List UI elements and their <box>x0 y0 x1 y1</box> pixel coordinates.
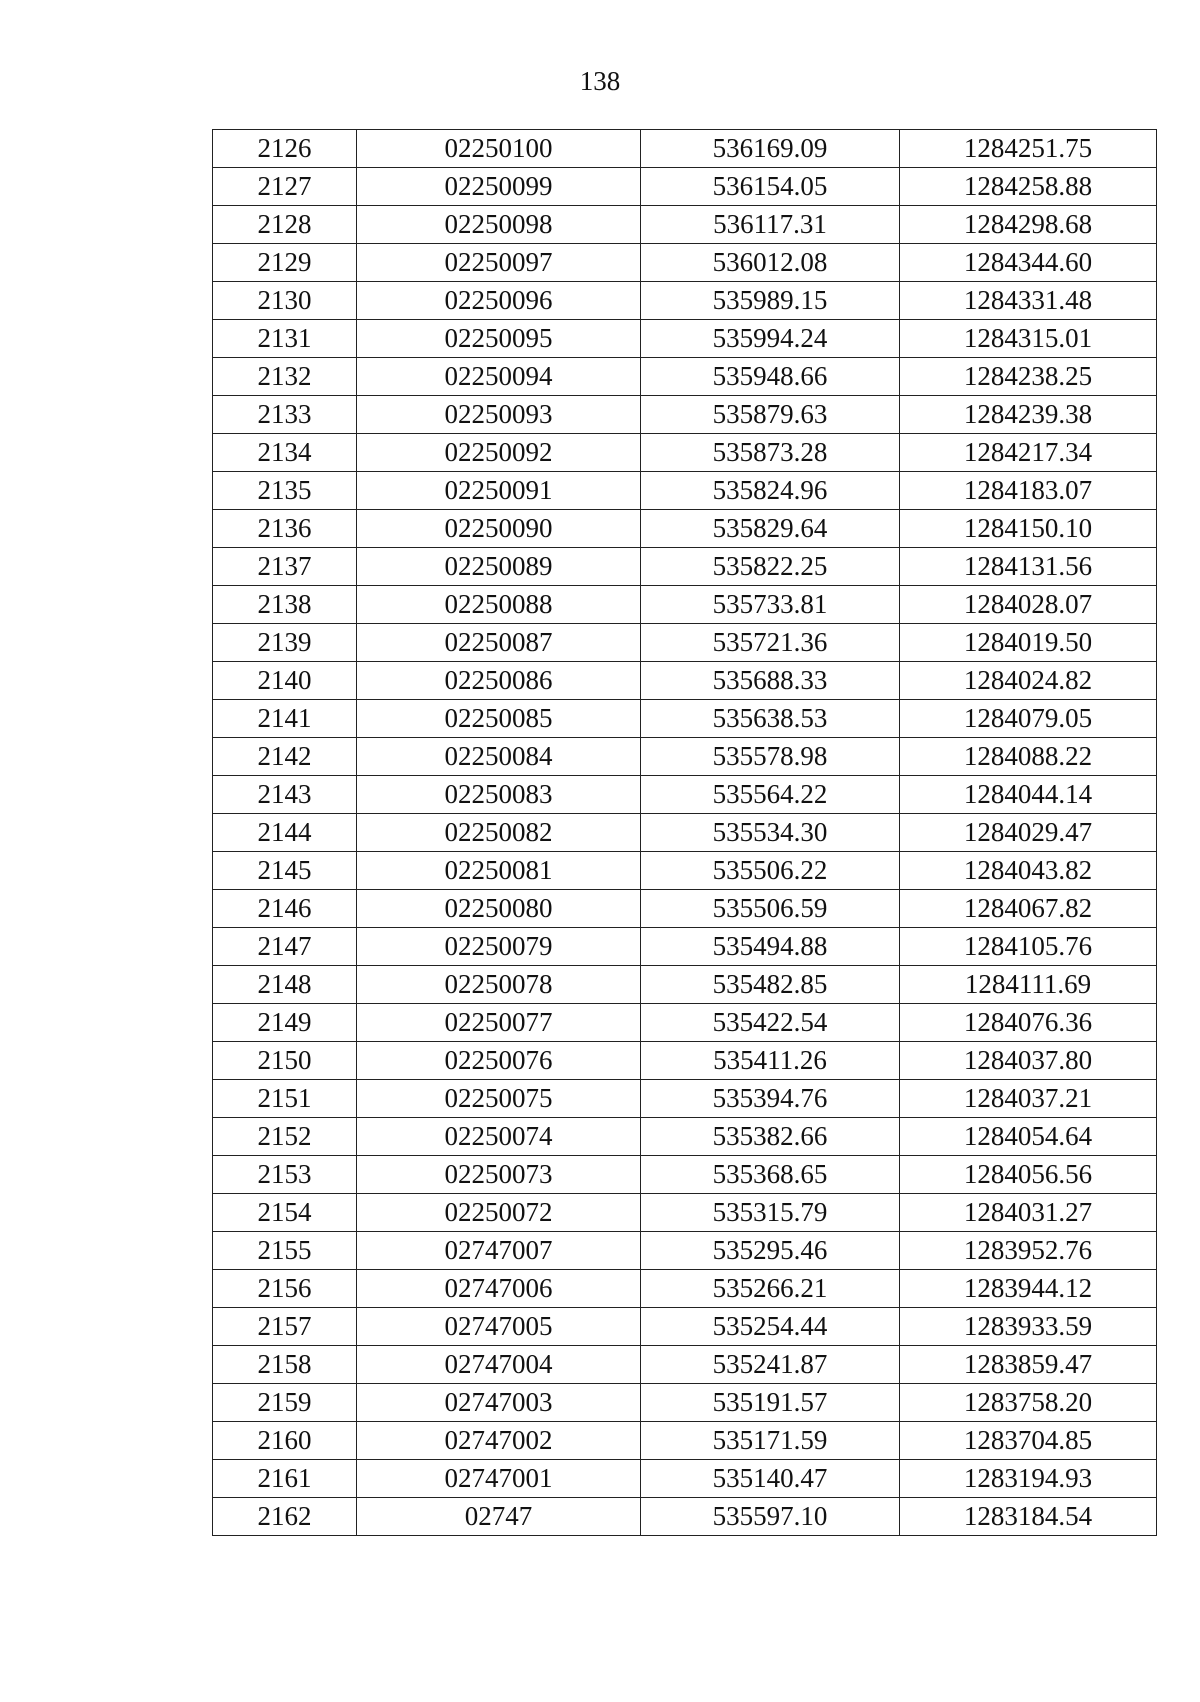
x-coordinate-cell: 535994.24 <box>641 320 900 358</box>
table-row <box>213 1460 1157 1498</box>
y-coordinate-cell: 1284239.38 <box>900 396 1157 434</box>
point-code-cell: 02250093 <box>357 396 641 434</box>
table-row <box>213 244 1157 282</box>
table-row <box>213 890 1157 928</box>
x-coordinate-cell: 535295.46 <box>641 1232 900 1270</box>
point-number-cell: 2153 <box>213 1156 357 1194</box>
y-coordinate-cell: 1283184.54 <box>900 1498 1157 1536</box>
table-row <box>213 852 1157 890</box>
point-number-cell: 2147 <box>213 928 357 966</box>
y-coordinate-cell: 1284131.56 <box>900 548 1157 586</box>
point-code-cell: 02250099 <box>357 168 641 206</box>
x-coordinate-cell: 535241.87 <box>641 1346 900 1384</box>
point-number-cell: 2140 <box>213 662 357 700</box>
y-coordinate-cell: 1284105.76 <box>900 928 1157 966</box>
point-code-cell: 02250080 <box>357 890 641 928</box>
point-code-cell: 02250089 <box>357 548 641 586</box>
x-coordinate-cell: 535368.65 <box>641 1156 900 1194</box>
point-code-cell: 02250074 <box>357 1118 641 1156</box>
x-coordinate-cell: 535822.25 <box>641 548 900 586</box>
point-code-cell: 02250092 <box>357 434 641 472</box>
y-coordinate-cell: 1284344.60 <box>900 244 1157 282</box>
point-number-cell: 2145 <box>213 852 357 890</box>
point-number-cell: 2161 <box>213 1460 357 1498</box>
point-code-cell: 02747 <box>357 1498 641 1536</box>
x-coordinate-cell: 536012.08 <box>641 244 900 282</box>
table-row <box>213 358 1157 396</box>
coordinates-table-body <box>213 130 1157 1536</box>
x-coordinate-cell: 535411.26 <box>641 1042 900 1080</box>
table-row <box>213 1346 1157 1384</box>
y-coordinate-cell: 1284029.47 <box>900 814 1157 852</box>
point-code-cell: 02250094 <box>357 358 641 396</box>
point-code-cell: 02250090 <box>357 510 641 548</box>
x-coordinate-cell: 535422.54 <box>641 1004 900 1042</box>
point-code-cell: 02250085 <box>357 700 641 738</box>
y-coordinate-cell: 1284331.48 <box>900 282 1157 320</box>
table-row <box>213 586 1157 624</box>
point-number-cell: 2156 <box>213 1270 357 1308</box>
x-coordinate-cell: 535564.22 <box>641 776 900 814</box>
point-number-cell: 2144 <box>213 814 357 852</box>
table-row <box>213 510 1157 548</box>
table-row <box>213 434 1157 472</box>
x-coordinate-cell: 535688.33 <box>641 662 900 700</box>
coordinates-table <box>212 129 1157 1536</box>
table-row <box>213 1232 1157 1270</box>
table-row <box>213 1004 1157 1042</box>
point-number-cell: 2142 <box>213 738 357 776</box>
table-row <box>213 928 1157 966</box>
point-number-cell: 2150 <box>213 1042 357 1080</box>
point-number-cell: 2155 <box>213 1232 357 1270</box>
x-coordinate-cell: 535824.96 <box>641 472 900 510</box>
y-coordinate-cell: 1284054.64 <box>900 1118 1157 1156</box>
y-coordinate-cell: 1283944.12 <box>900 1270 1157 1308</box>
y-coordinate-cell: 1284079.05 <box>900 700 1157 738</box>
point-number-cell: 2129 <box>213 244 357 282</box>
y-coordinate-cell: 1284111.69 <box>900 966 1157 1004</box>
point-code-cell: 02250091 <box>357 472 641 510</box>
point-number-cell: 2162 <box>213 1498 357 1536</box>
y-coordinate-cell: 1283704.85 <box>900 1422 1157 1460</box>
point-code-cell: 02250095 <box>357 320 641 358</box>
point-number-cell: 2134 <box>213 434 357 472</box>
y-coordinate-cell: 1284067.82 <box>900 890 1157 928</box>
x-coordinate-cell: 535482.85 <box>641 966 900 1004</box>
y-coordinate-cell: 1283859.47 <box>900 1346 1157 1384</box>
point-number-cell: 2135 <box>213 472 357 510</box>
x-coordinate-cell: 535266.21 <box>641 1270 900 1308</box>
point-code-cell: 02250081 <box>357 852 641 890</box>
x-coordinate-cell: 535191.57 <box>641 1384 900 1422</box>
y-coordinate-cell: 1284056.56 <box>900 1156 1157 1194</box>
point-code-cell: 02250078 <box>357 966 641 1004</box>
point-number-cell: 2133 <box>213 396 357 434</box>
x-coordinate-cell: 535394.76 <box>641 1080 900 1118</box>
table-row <box>213 548 1157 586</box>
point-code-cell: 02250077 <box>357 1004 641 1042</box>
y-coordinate-cell: 1284258.88 <box>900 168 1157 206</box>
point-number-cell: 2143 <box>213 776 357 814</box>
point-number-cell: 2130 <box>213 282 357 320</box>
point-code-cell: 02250098 <box>357 206 641 244</box>
point-code-cell: 02747005 <box>357 1308 641 1346</box>
x-coordinate-cell: 535638.53 <box>641 700 900 738</box>
point-code-cell: 02250075 <box>357 1080 641 1118</box>
y-coordinate-cell: 1284037.21 <box>900 1080 1157 1118</box>
y-coordinate-cell: 1283194.93 <box>900 1460 1157 1498</box>
page-number: 138 <box>579 66 621 96</box>
x-coordinate-cell: 535171.59 <box>641 1422 900 1460</box>
point-code-cell: 02747001 <box>357 1460 641 1498</box>
x-coordinate-cell: 535494.88 <box>641 928 900 966</box>
y-coordinate-cell: 1284037.80 <box>900 1042 1157 1080</box>
x-coordinate-cell: 535534.30 <box>641 814 900 852</box>
point-code-cell: 02250079 <box>357 928 641 966</box>
table-row <box>213 1194 1157 1232</box>
point-code-cell: 02747003 <box>357 1384 641 1422</box>
y-coordinate-cell: 1283933.59 <box>900 1308 1157 1346</box>
table-row <box>213 776 1157 814</box>
point-code-cell: 02250100 <box>357 130 641 168</box>
point-number-cell: 2151 <box>213 1080 357 1118</box>
table-row <box>213 1156 1157 1194</box>
table-row <box>213 1384 1157 1422</box>
table-row <box>213 1270 1157 1308</box>
point-number-cell: 2139 <box>213 624 357 662</box>
x-coordinate-cell: 535948.66 <box>641 358 900 396</box>
table-row <box>213 396 1157 434</box>
point-number-cell: 2138 <box>213 586 357 624</box>
table-row <box>213 1422 1157 1460</box>
point-number-cell: 2158 <box>213 1346 357 1384</box>
table-row <box>213 700 1157 738</box>
point-number-cell: 2157 <box>213 1308 357 1346</box>
y-coordinate-cell: 1284028.07 <box>900 586 1157 624</box>
point-code-cell: 02250086 <box>357 662 641 700</box>
point-number-cell: 2141 <box>213 700 357 738</box>
point-number-cell: 2152 <box>213 1118 357 1156</box>
point-code-cell: 02250087 <box>357 624 641 662</box>
x-coordinate-cell: 535140.47 <box>641 1460 900 1498</box>
y-coordinate-cell: 1284298.68 <box>900 206 1157 244</box>
x-coordinate-cell: 535506.59 <box>641 890 900 928</box>
x-coordinate-cell: 536169.09 <box>641 130 900 168</box>
point-number-cell: 2127 <box>213 168 357 206</box>
table-row <box>213 472 1157 510</box>
point-number-cell: 2149 <box>213 1004 357 1042</box>
y-coordinate-cell: 1284150.10 <box>900 510 1157 548</box>
point-code-cell: 02747006 <box>357 1270 641 1308</box>
y-coordinate-cell: 1284251.75 <box>900 130 1157 168</box>
point-number-cell: 2128 <box>213 206 357 244</box>
table-row <box>213 1080 1157 1118</box>
x-coordinate-cell: 535873.28 <box>641 434 900 472</box>
y-coordinate-cell: 1284315.01 <box>900 320 1157 358</box>
point-code-cell: 02250072 <box>357 1194 641 1232</box>
table-row <box>213 130 1157 168</box>
y-coordinate-cell: 1284019.50 <box>900 624 1157 662</box>
y-coordinate-cell: 1284183.07 <box>900 472 1157 510</box>
point-number-cell: 2137 <box>213 548 357 586</box>
table-row <box>213 738 1157 776</box>
table-row <box>213 662 1157 700</box>
point-number-cell: 2126 <box>213 130 357 168</box>
point-number-cell: 2146 <box>213 890 357 928</box>
table-row <box>213 814 1157 852</box>
point-code-cell: 02250096 <box>357 282 641 320</box>
x-coordinate-cell: 535989.15 <box>641 282 900 320</box>
table-row <box>213 966 1157 1004</box>
table-row <box>213 1042 1157 1080</box>
x-coordinate-cell: 535578.98 <box>641 738 900 776</box>
point-code-cell: 02747002 <box>357 1422 641 1460</box>
y-coordinate-cell: 1284043.82 <box>900 852 1157 890</box>
x-coordinate-cell: 536117.31 <box>641 206 900 244</box>
point-number-cell: 2148 <box>213 966 357 1004</box>
y-coordinate-cell: 1284031.27 <box>900 1194 1157 1232</box>
point-number-cell: 2160 <box>213 1422 357 1460</box>
point-number-cell: 2136 <box>213 510 357 548</box>
table-row <box>213 206 1157 244</box>
x-coordinate-cell: 535879.63 <box>641 396 900 434</box>
y-coordinate-cell: 1284238.25 <box>900 358 1157 396</box>
point-code-cell: 02250097 <box>357 244 641 282</box>
y-coordinate-cell: 1284088.22 <box>900 738 1157 776</box>
x-coordinate-cell: 535829.64 <box>641 510 900 548</box>
point-number-cell: 2159 <box>213 1384 357 1422</box>
y-coordinate-cell: 1284044.14 <box>900 776 1157 814</box>
point-code-cell: 02250088 <box>357 586 641 624</box>
point-code-cell: 02250073 <box>357 1156 641 1194</box>
y-coordinate-cell: 1283758.20 <box>900 1384 1157 1422</box>
x-coordinate-cell: 535382.66 <box>641 1118 900 1156</box>
point-code-cell: 02747007 <box>357 1232 641 1270</box>
x-coordinate-cell: 535506.22 <box>641 852 900 890</box>
y-coordinate-cell: 1284217.34 <box>900 434 1157 472</box>
y-coordinate-cell: 1284076.36 <box>900 1004 1157 1042</box>
x-coordinate-cell: 535254.44 <box>641 1308 900 1346</box>
table-row <box>213 624 1157 662</box>
point-code-cell: 02747004 <box>357 1346 641 1384</box>
x-coordinate-cell: 535721.36 <box>641 624 900 662</box>
y-coordinate-cell: 1284024.82 <box>900 662 1157 700</box>
x-coordinate-cell: 535597.10 <box>641 1498 900 1536</box>
table-row <box>213 1498 1157 1536</box>
table-row <box>213 168 1157 206</box>
table-row <box>213 1308 1157 1346</box>
point-code-cell: 02250083 <box>357 776 641 814</box>
point-code-cell: 02250084 <box>357 738 641 776</box>
point-code-cell: 02250082 <box>357 814 641 852</box>
point-number-cell: 2132 <box>213 358 357 396</box>
point-number-cell: 2131 <box>213 320 357 358</box>
table-row <box>213 282 1157 320</box>
x-coordinate-cell: 536154.05 <box>641 168 900 206</box>
table-row <box>213 320 1157 358</box>
point-code-cell: 02250076 <box>357 1042 641 1080</box>
point-number-cell: 2154 <box>213 1194 357 1232</box>
x-coordinate-cell: 535733.81 <box>641 586 900 624</box>
table-row <box>213 1118 1157 1156</box>
x-coordinate-cell: 535315.79 <box>641 1194 900 1232</box>
y-coordinate-cell: 1283952.76 <box>900 1232 1157 1270</box>
